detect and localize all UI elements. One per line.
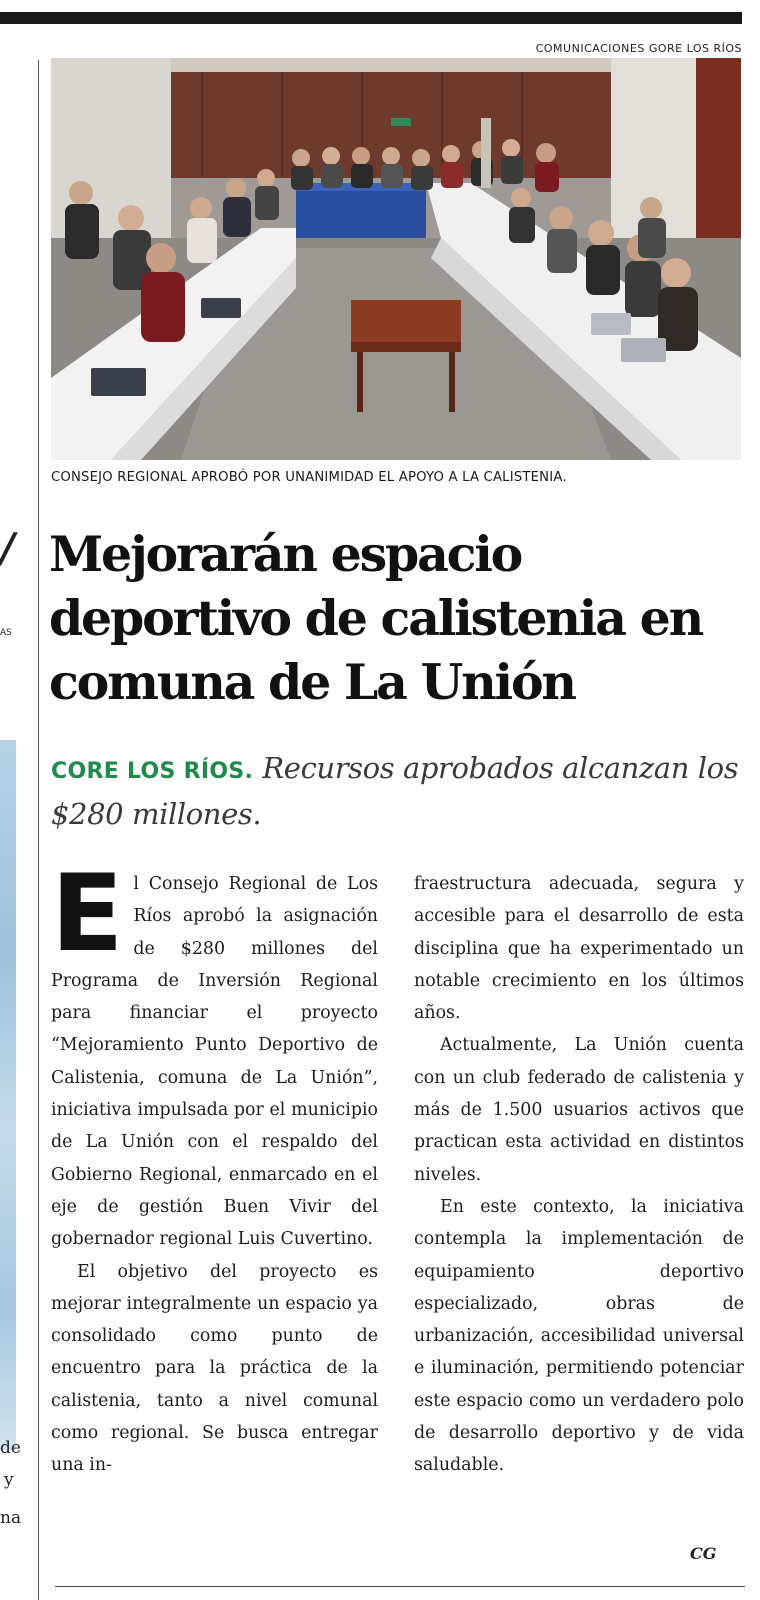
author-signature: CG bbox=[690, 1544, 717, 1563]
neighbor-fragment: na bbox=[0, 1508, 22, 1528]
body-text: l Consejo Regional de Los Ríos aprobó la asignación de $280 millones del Programa de Inversión Regional para financiar el proyecto “Mejoramiento Punto Deportivo de Calistenia, comuna de La Unión”, iniciativa impulsada por el municipio de La Unión con el respaldo del Gobierno Regional, enmarcado en el eje de gestión Buen Vivir del gobernador regional Luis Cuvertino. bbox=[51, 874, 378, 1250]
body-paragraph: Actualmente, La Unión cuenta con un club federado de calistenia y más de 1.500 usuarios activos que practican esta actividad en distintos niveles. bbox=[414, 1035, 744, 1185]
deck-text: Recursos aprobados alcanzan los $280 millones. bbox=[51, 751, 739, 831]
neighbor-fragment: de bbox=[0, 1438, 21, 1458]
body-paragraph bbox=[51, 852, 378, 1256]
deck-kicker: CORE LOS RÍOS. bbox=[51, 759, 254, 784]
article-headline: Mejorarán espacio deportivo de calistenia en comuna de La Unión bbox=[49, 525, 703, 711]
drop-cap: E bbox=[51, 852, 124, 975]
neighbor-fragment: AS bbox=[0, 628, 12, 638]
column-rule bbox=[38, 60, 39, 1600]
photo-caption: CONSEJO REGIONAL APROBÓ POR UNANIMIDAD EL APOYO A LA CALISTENIA. bbox=[51, 470, 567, 485]
neighbor-photo bbox=[0, 740, 16, 1450]
photo-credit: COMUNICACIONES GORE LOS RÍOS bbox=[535, 42, 742, 55]
body-paragraph: fraestructura adecuada, segura y accesible para el desarrollo de esta disciplina que ha experimentado un notable crecimiento en los últimos años. bbox=[414, 874, 744, 1024]
neighbor-column bbox=[0, 60, 30, 1600]
neighbor-fragment: y bbox=[4, 1470, 14, 1490]
top-rule bbox=[0, 12, 742, 24]
body-paragraph: El objetivo del proyecto es mejorar integralmente un espacio ya consolidado como punto de encuentro para la práctica de la calistenia, tanto a nivel comunal como regional. Se busca entregar una in- bbox=[51, 1261, 378, 1476]
meeting-room-photo bbox=[51, 58, 741, 460]
body-column-1 bbox=[51, 852, 378, 1482]
bottom-rule bbox=[55, 1586, 745, 1587]
body-column-2 bbox=[414, 868, 744, 1482]
article-deck bbox=[51, 747, 751, 835]
article-photo bbox=[51, 58, 741, 460]
neighbor-fragment: / bbox=[0, 525, 15, 572]
body-paragraph: En este contexto, la iniciativa contempla la implementación de equipamiento deportivo especializado, obras de urbanización, accesibilidad universal e iluminación, permitiendo potenciar este espacio como un verdadero polo de desarrollo deportivo y de vida saludable. bbox=[414, 1196, 744, 1476]
